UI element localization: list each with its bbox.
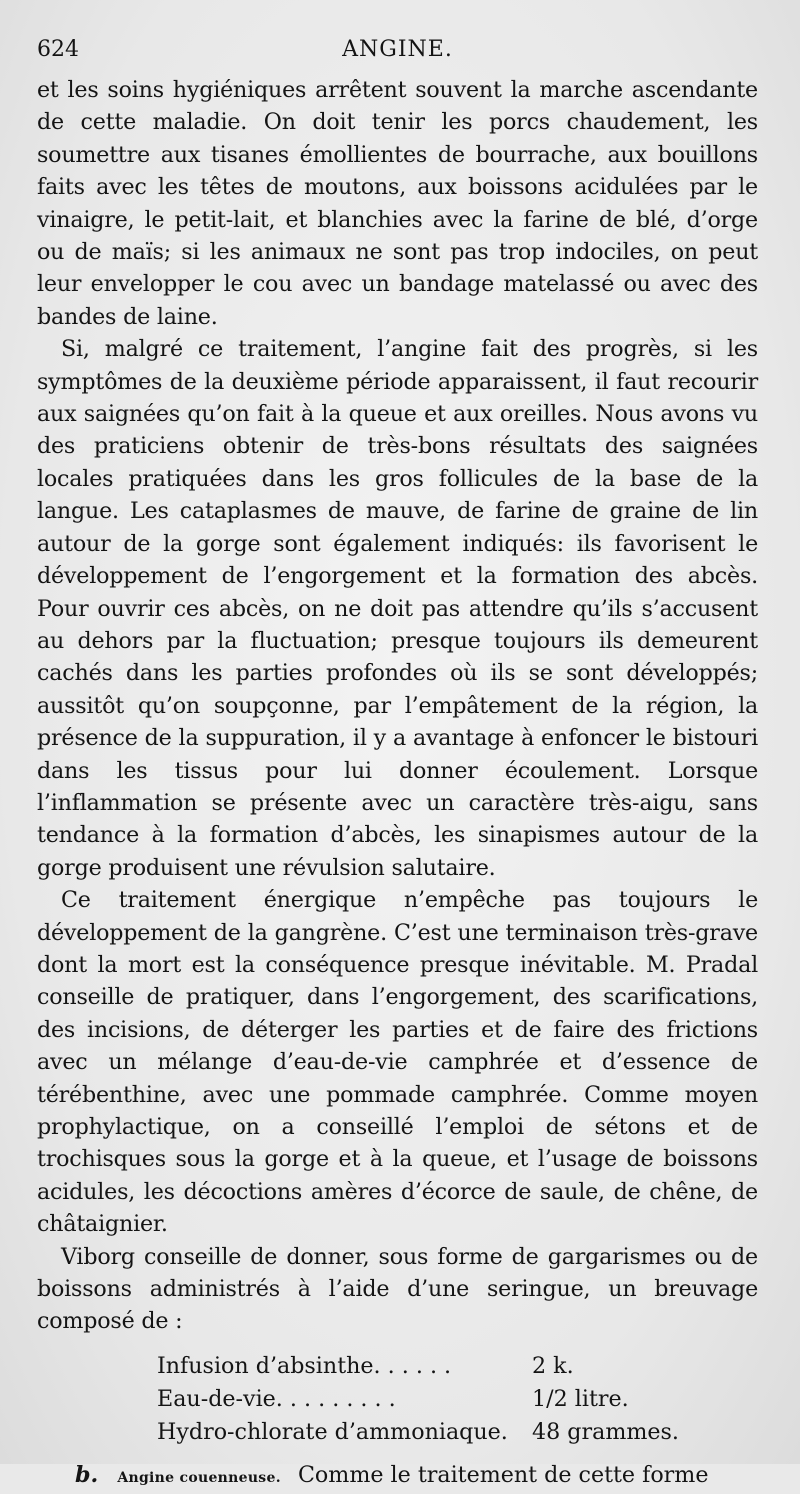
recipe-list <box>37 1350 758 1449</box>
recipe-quantity: 48 grammes. <box>532 1418 679 1445</box>
paragraph-2: Si, malgré ce traitement, l’angine fait des progrès, si les symptômes de la deuxième période apparaissent, il faut recourir aux saignées qu’on fait à la queue et aux oreilles. Nous avons vu des praticiens obtenir de très-bons résultats des saignées locales pratiquées dans les gros follicules de la base de la langue. Les cataplasmes de mauve, de farine de graine de lin autour de la gorge sont également indiqués: ils favorisent le développement de l’engorgement et la formation des abcès. Pour ouvrir ces abcès, on ne doit pas attendre qu’ils s’accusent au dehors par la fluctuation; presque toujours ils demeurent cachés dans les parties profondes où ils se sont développés; aussitôt qu’on soupçonne, par l’empâtement de la région, la présence de la suppuration, il y a avantage à enfoncer le bistouri dans les tissus pour lui donner écoulement. Lorsque l’inflammation se présente avec un caractère très-aigu, sans tendance à la formation d’abcès, les sinapismes autour de la gorge produisent une révulsion salutaire. <box>37 336 758 881</box>
recipe-quantity: 1/2 litre. <box>532 1385 629 1412</box>
body-text <box>37 74 758 1338</box>
recipe-row <box>157 1383 758 1416</box>
section-start-line <box>37 1459 758 1494</box>
paragraph-3: Ce traitement énergique n’empêche pas toujours le développement de la gangrène. C’est une terminaison très-grave dont la mort est la conséquence presque inévitable. M. Pradal conseille de pratiquer, dans l’engorgement, des scarifications, des incisions, de déterger les parties et de faire des frictions avec un mélange d’eau-de-vie camphrée et d’essence de térébenthine, avec une pommade camphrée. Comme moyen prophylactique, on a conseillé l’emploi de sétons et de trochisques sous la gorge et à la queue, et l’usage de boissons acidules, les décoctions amères d’écorce de saule, de chêne, de châtaignier. <box>37 887 758 1238</box>
recipe-row <box>157 1350 758 1383</box>
recipe-quantity: 2 k. <box>532 1352 574 1379</box>
paragraph-1: et les soins hygiéniques arrêtent souvent la marche ascendante de cette maladie. On doit tenir les porcs chaudement, les soumettre aux tisanes émollientes de bourrache, aux bouillons faits avec les têtes de moutons, aux boissons acidulées par le vinaigre, le petit-lait, et blanchies avec la farine de blé, d’orge ou de maïs; si les animaux ne sont pas trop indociles, on peut leur envelopper le cou avec un bandage matelassé ou avec des bandes de laine. <box>37 77 758 330</box>
recipe-row <box>157 1416 758 1449</box>
recipe-ingredient: Hydro-chlorate d’ammoniaque. <box>157 1418 508 1445</box>
page-header <box>37 30 758 74</box>
section-label: b. <box>75 1461 99 1488</box>
recipe-ingredient: Infusion d’absinthe. . . . . . <box>157 1352 452 1379</box>
section-subheading: Angine couenneuse. <box>117 1469 281 1486</box>
recipe-ingredient: Eau-de-vie. . . . . . . . . <box>157 1385 396 1412</box>
page-number: 624 <box>37 37 79 62</box>
paragraph-4: Viborg conseille de donner, sous forme de gargarismes ou de boissons administrés à l’aide d’une seringue, un breuvage composé de : <box>37 1243 758 1335</box>
section-text: Comme le traitement de cette forme <box>297 1461 709 1488</box>
running-head: ANGINE. <box>342 37 453 62</box>
